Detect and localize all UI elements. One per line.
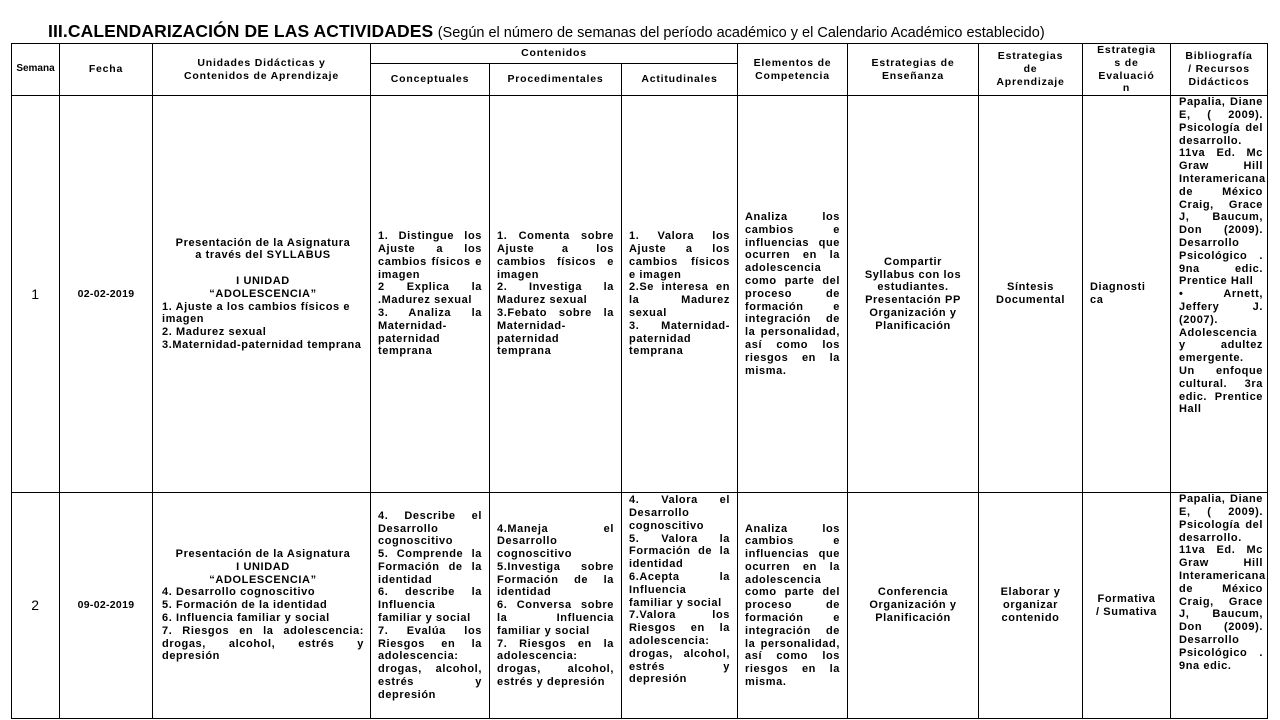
header-elementos: Elementos de Competencia <box>738 44 848 96</box>
cell-unidad <box>153 96 371 493</box>
cell-elementos: Analiza los cambios e influencias que ocurren en la adolescencia como parte del proceso de formación e integración de la personalidad, así como los riesgos en la misma. <box>738 493 848 719</box>
header-bibliografia: Bibliografía / Recursos Didácticos <box>1171 44 1268 96</box>
page-title <box>48 20 1278 42</box>
title-main: III.CALENDARIZACIÓN DE LAS ACTIVIDADES <box>48 21 434 41</box>
cell-conceptuales: 4. Describe el Desarrollo cognoscitivo 5. Comprende la Formación de la identidad 6. describe la Influencia familiar y social 7. Evalúa los Riesgos en la adolescencia: drogas, alcohol, estrés y depresión <box>371 493 490 719</box>
cell-actitudinales: 1. Valora los Ajuste a los cambios físicos e imagen 2.Se interesa en la Madurez sexual 3. Maternidad-paternidad temprana <box>622 96 738 493</box>
cell-conceptuales: 1. Distingue los Ajuste a los cambios físicos e imagen 2 Explica la .Madurez sexual 3. Analiza la Maternidad-paternidad temprana <box>371 96 490 493</box>
header-procedimentales: Procedimentales <box>490 64 622 96</box>
cell-bibliografia: Papalia, Diane E, ( 2009). Psicología del desarrollo. 11va Ed. Mc Graw Hill Interamericana de México Craig, Grace J, Baucum, Don (2009). Desarrollo Psicológico . 9na edic. Prentice Hall • Arnett, Jeffery J. (2007). Adolescencia y adultez emergente. Un enfoque cultural. 3ra edic. Prentice Hall <box>1171 96 1268 493</box>
cell-elementos: Analiza los cambios e influencias que ocurren en la adolescencia como parte del proceso de formación e integración de la personalidad, así como los riesgos en la misma. <box>738 96 848 493</box>
cell-aprendizaje: Elaborar y organizar contenido <box>979 493 1083 719</box>
header-contenidos: Contenidos <box>371 44 738 64</box>
cell-evaluacion: Diagnosti ca <box>1083 96 1171 493</box>
header-aprendizaje: Estrategias de Aprendizaje <box>979 44 1083 96</box>
header-semana: Semana <box>12 44 60 96</box>
header-conceptuales: Conceptuales <box>371 64 490 96</box>
title-subtitle: (Según el número de semanas del período académico y el Calendario Académico establecido) <box>437 25 1045 41</box>
table-row <box>12 96 1268 493</box>
cell-ensenanza: Compartir Syllabus con los estudiantes. Presentación PP Organización y Planificación <box>848 96 979 493</box>
header-evaluacion: Estrategia s de Evaluació n <box>1083 44 1171 96</box>
unidad-heading: Presentación de la Asignatura I UNIDAD “ADOLESCENCIA” <box>175 548 351 586</box>
cell-semana: 1 <box>12 96 60 493</box>
cell-ensenanza: Conferencia Organización y Planificación <box>848 493 979 719</box>
calendar-table <box>11 43 1268 719</box>
cell-procedimentales: 1. Comenta sobre Ajuste a los cambios físicos e imagen 2. Investiga la Madurez sexual 3.Febato sobre la Maternidad-paternidad temprana <box>490 96 622 493</box>
cell-aprendizaje: Síntesis Documental <box>979 96 1083 493</box>
unidad-heading: Presentación de la Asignatura a través del SYLLABUS I UNIDAD “ADOLESCENCIA” <box>175 236 351 300</box>
cell-semana: 2 <box>12 493 60 719</box>
cell-evaluacion: Formativa / Sumativa <box>1083 493 1171 719</box>
table-row <box>12 493 1268 719</box>
cell-procedimentales: 4.Maneja el Desarrollo cognoscitivo 5.Investiga sobre Formación de la identidad 6. Conversa sobre la Influencia familiar y social 7. Riesgos en la adolescencia: drogas, alcohol, estrés y depresión <box>490 493 622 719</box>
header-unidades: Unidades Didácticas y Contenidos de Aprendizaje <box>153 44 371 96</box>
unidad-list: 1. Ajuste a los cambios físicos e imagen 2. Madurez sexual 3.Maternidad-paternidad temprana <box>162 300 362 351</box>
cell-unidad <box>153 493 371 719</box>
header-ensenanza: Estrategias de Enseñanza <box>848 44 979 96</box>
cell-fecha: 09-02-2019 <box>60 493 153 719</box>
cell-fecha: 02-02-2019 <box>60 96 153 493</box>
header-fecha: Fecha <box>60 44 153 96</box>
header-row-1 <box>12 44 1268 64</box>
unidad-list: 4. Desarrollo cognoscitivo 5. Formación de la identidad 6. Influencia familiar y social 7. Riesgos en la adolescencia: drogas, alcohol, estrés y depresión <box>162 586 364 663</box>
cell-bibliografia: Papalia, Diane E, ( 2009). Psicología del desarrollo. 11va Ed. Mc Graw Hill Interamericana de México Craig, Grace J, Baucum, Don (2009). Desarrollo Psicológico . 9na edic. <box>1171 493 1268 719</box>
header-actitudinales: Actitudinales <box>622 64 738 96</box>
cell-actitudinales: 4. Valora el Desarrollo cognoscitivo 5. Valora la Formación de la identidad 6.Acepta la Influencia familiar y social 7.Valora los Riesgos en la adolescencia: drogas, alcohol, estrés y depresión <box>622 493 738 719</box>
